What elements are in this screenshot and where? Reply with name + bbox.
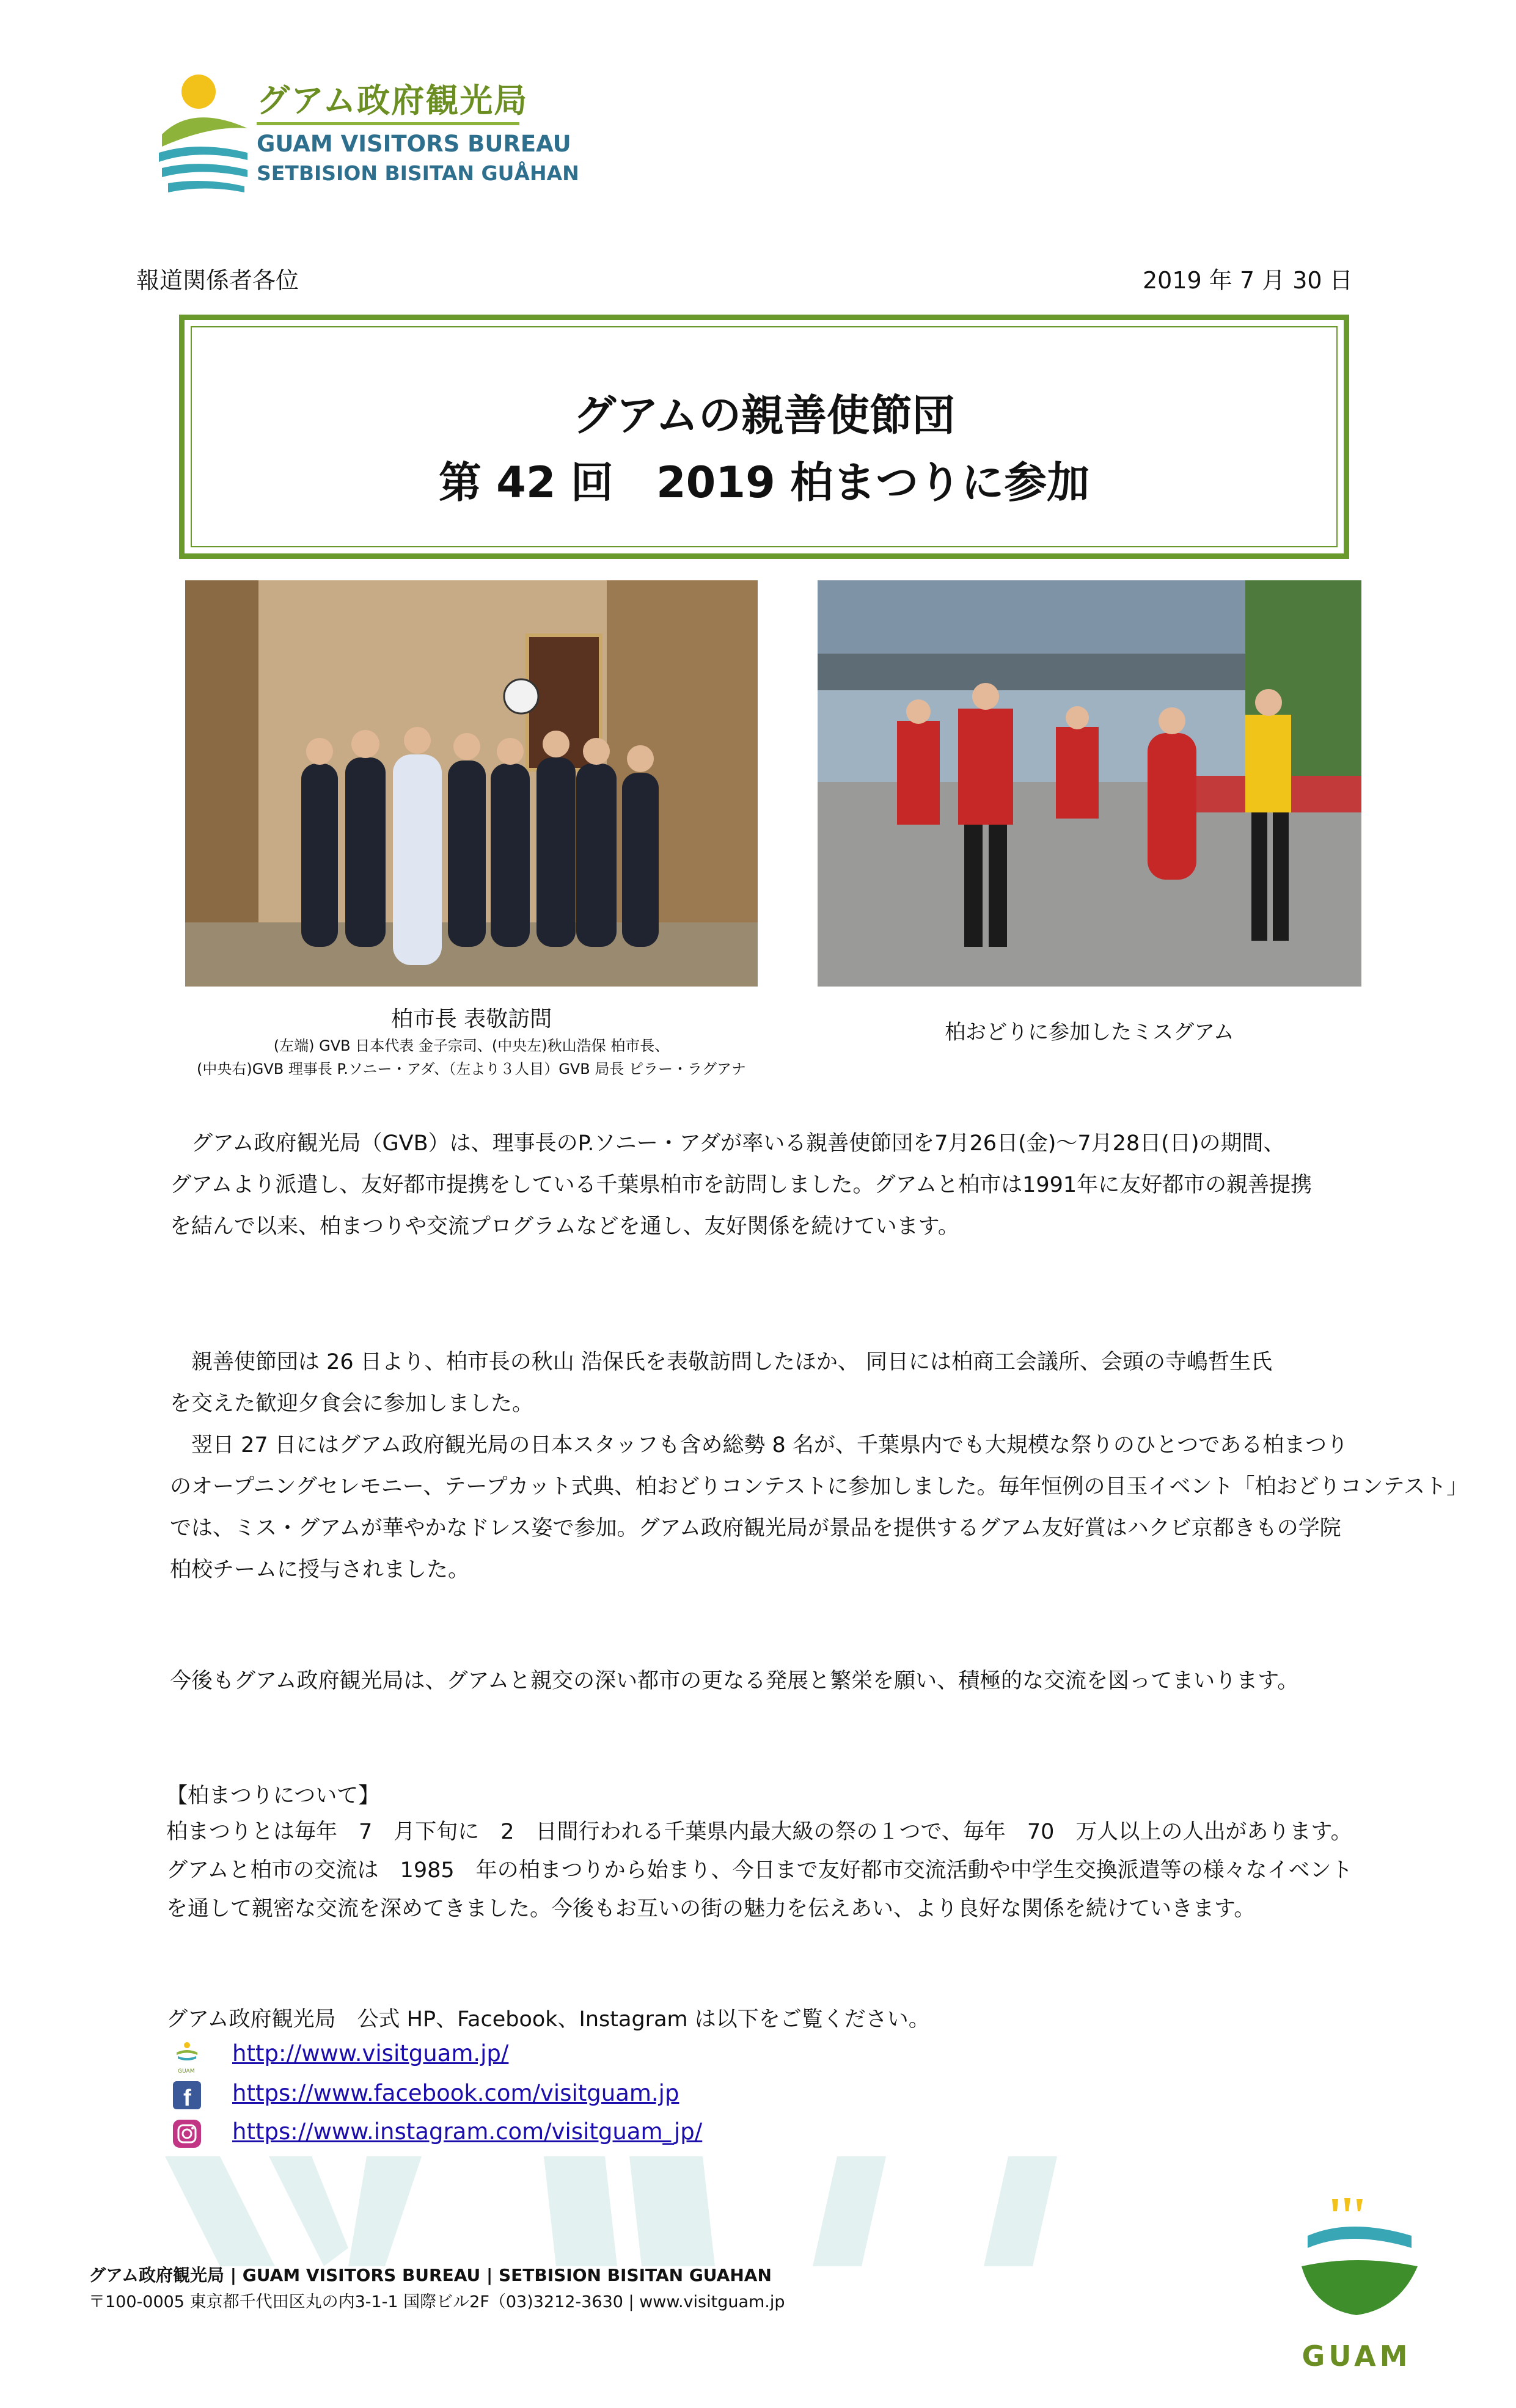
body-paragraph-2	[170, 1341, 1468, 1591]
logo-en-text: GUAM VISITORS BUREAU	[257, 131, 571, 157]
photo-caption-right: 柏おどりに参加したミスグアム	[945, 1020, 1234, 1045]
instagram-icon	[173, 2120, 201, 2148]
about-paragraph	[166, 1813, 1353, 1928]
body-paragraph-3: 今後もグアム政府観光局は、グアムと親交の深い都市の更なる発展と繁栄を願い、積極的な交流を図ってまいります。	[170, 1669, 1299, 1693]
facebook-link[interactable]: https://www.facebook.com/visitguam.jp	[232, 2080, 679, 2106]
body-line: 翌日 27 日にはグアム政府観光局の日本スタッフも含め総勢 8 名が、千葉県内でも大規模な祭りのひとつである柏まつり	[170, 1433, 1349, 1458]
body-paragraph-1	[170, 1123, 1312, 1247]
about-heading: 【柏まつりについて】	[166, 1784, 380, 1808]
release-date: 2019 年 7 月 30 日	[1143, 267, 1353, 294]
about-line: を通して親密な交流を深めてきました。今後もお互いの街の魅力を伝えあい、より良好な関係を続けていきます。	[166, 1897, 1256, 1921]
guam-icon-label: GUAM	[178, 2068, 195, 2074]
body-line: のオープニングセレモニー、テープカット式典、柏おどりコンテストに参加しました。毎年恒例の目玉イベント「柏おどりコンテスト」	[170, 1475, 1468, 1499]
logo-jp-text: グアム政府観光局	[257, 81, 529, 120]
facebook-icon	[173, 2081, 201, 2109]
body-line: を交えた歓迎夕食会に参加しました。	[170, 1392, 534, 1416]
title-line-1: グアムの親善使節団	[573, 390, 956, 440]
guam-sun-icon	[156, 67, 254, 202]
logo-chamorro-text: SETBISION BISITAN GUÅHAN	[257, 161, 579, 185]
footer-org: グアム政府観光局 | GUAM VISITORS BUREAU | SETBISION BISITAN GUAHAN	[89, 2265, 772, 2285]
footer-address: 〒100-0005 東京都千代田区丸の内3-1-1 国際ビル2F（03)3212-3630 | www.visitguam.jp	[89, 2293, 785, 2311]
body-line: 親善使節団は 26 日より、柏市長の秋山 浩保氏を表敬訪問したほか、 同日には柏商工会議所、会頭の寺嶋哲生氏	[170, 1350, 1273, 1374]
body-line: では、ミス・グアムが華やかなドレス姿で参加。グアム政府観光局が景品を提供するグアム友好賞はハクビ京都きもの学院	[170, 1516, 1341, 1541]
title-line-2: 第 42 回 2019 柏まつりに参加	[438, 458, 1090, 508]
photo-caption-left-sub-2: (中央右)GVB 理事長 P.ソニー・アダ、（左より３人目）GVB 局長 ピラー・ラグアナ	[197, 1060, 746, 1078]
about-line: グアムと柏市の交流は 1985 年の柏まつりから始まり、今日まで友好都市交流活動や中学生交換派遣等の様々なイベント	[166, 1858, 1353, 1883]
photo-caption-left-sub-1: (左端) GVB 日本代表 金子宗司、(中央左)秋山浩保 柏市長、	[273, 1037, 670, 1054]
photo-mayor-visit	[185, 580, 758, 987]
guam-logo-icon	[173, 2041, 201, 2070]
logo-divider	[257, 122, 519, 125]
homepage-link[interactable]: http://www.visitguam.jp/	[232, 2040, 509, 2067]
guam-word: GUAM	[1302, 2340, 1412, 2373]
watermark-graphic	[165, 2156, 1112, 2266]
photo-caption-left: 柏市長 表敬訪問	[390, 1007, 552, 1032]
gvb-logo	[156, 67, 579, 208]
about-line: 柏まつりとは毎年 7 月下旬に 2 日間行われる千葉県内最大級の祭の１つで、毎年 70 万人以上の人出があります。	[166, 1820, 1352, 1844]
body-line: を結んで以来、柏まつりや交流プログラムなどを通し、友好関係を続けています。	[170, 1214, 959, 1239]
instagram-link[interactable]: https://www.instagram.com/visitguam_jp/	[232, 2118, 703, 2145]
body-line: グアム政府観光局（GVB）は、理事長のP.ソニー・アダが率いる親善使節団を7月26日(金)～7月28日(日)の期間、	[170, 1131, 1285, 1156]
photo-kashiwa-odori	[818, 580, 1361, 987]
body-line: グアムより派遣し、友好都市提携をしている千葉県柏市を訪問しました。グアムと柏市は1991年に友好都市の親善提携	[170, 1173, 1313, 1197]
title-box	[179, 315, 1349, 559]
links-heading: グアム政府観光局 公式 HP、Facebook、Instagram は以下をご覧ください。	[166, 2007, 930, 2032]
svg-text:f: f	[183, 2085, 191, 2109]
body-line: 柏校チームに授与されました。	[170, 1558, 470, 1582]
addressee: 報道関係者各位	[136, 267, 299, 294]
